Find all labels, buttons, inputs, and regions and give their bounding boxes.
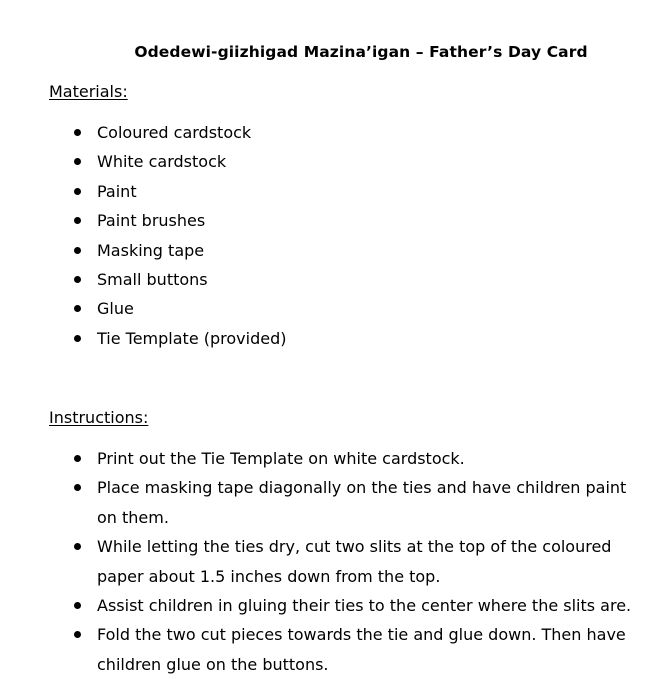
list-item bbox=[0, 324, 669, 353]
list-item bbox=[0, 473, 669, 532]
list-item-text: While letting the ties dry, cut two slits at the top of the coloured paper about 1.5 inches down from the top. bbox=[97, 537, 612, 586]
bullet-icon bbox=[74, 158, 81, 165]
list-item-text: Paint brushes bbox=[97, 211, 206, 231]
list-item-text: Assist children in gluing their ties to the center where the slits are. bbox=[97, 596, 632, 616]
list-item bbox=[0, 620, 669, 679]
bullet-icon bbox=[74, 602, 81, 609]
bullet-icon bbox=[74, 129, 81, 136]
bullet-icon bbox=[74, 631, 81, 638]
list-item bbox=[0, 532, 669, 591]
list-item-text: Print out the Tie Template on white cardstock. bbox=[97, 449, 465, 468]
list-item-text: Tie Template (provided) bbox=[97, 328, 287, 348]
list-item bbox=[0, 294, 669, 323]
bullet-icon bbox=[74, 305, 81, 312]
list-item-text: White cardstock bbox=[97, 152, 227, 172]
bullet-icon bbox=[74, 335, 81, 342]
bullet-icon bbox=[74, 543, 81, 550]
materials-heading: Materials: bbox=[49, 82, 128, 101]
list-item bbox=[0, 177, 669, 206]
instructions-heading: Instructions: bbox=[49, 408, 149, 427]
list-item-text: Place masking tape diagonally on the ties and have children paint on them. bbox=[97, 478, 627, 527]
list-item bbox=[0, 444, 669, 473]
bullet-icon bbox=[74, 276, 81, 283]
bullet-icon bbox=[74, 188, 81, 195]
bullet-icon bbox=[74, 217, 81, 224]
list-item-text: Glue bbox=[97, 299, 134, 319]
list-item bbox=[0, 206, 669, 235]
instructions-list bbox=[0, 444, 669, 679]
materials-list bbox=[0, 118, 669, 353]
list-item bbox=[0, 147, 669, 176]
bullet-icon bbox=[74, 455, 81, 462]
bullet-icon bbox=[74, 247, 81, 254]
list-item-text: Paint bbox=[97, 181, 137, 201]
bullet-icon bbox=[74, 484, 81, 491]
list-item bbox=[0, 236, 669, 265]
list-item bbox=[0, 118, 669, 147]
document-title: Odedewi-giizhigad Mazina’igan – Father’s Day Card bbox=[134, 43, 588, 61]
list-item bbox=[0, 265, 669, 294]
list-item-text: Small buttons bbox=[97, 270, 208, 290]
list-item-text: Fold the two cut pieces towards the tie and glue down. Then have children glue on the buttons. bbox=[97, 625, 626, 674]
list-item-text: Masking tape bbox=[97, 240, 205, 260]
list-item-text: Coloured cardstock bbox=[97, 123, 252, 142]
list-item bbox=[0, 591, 669, 620]
